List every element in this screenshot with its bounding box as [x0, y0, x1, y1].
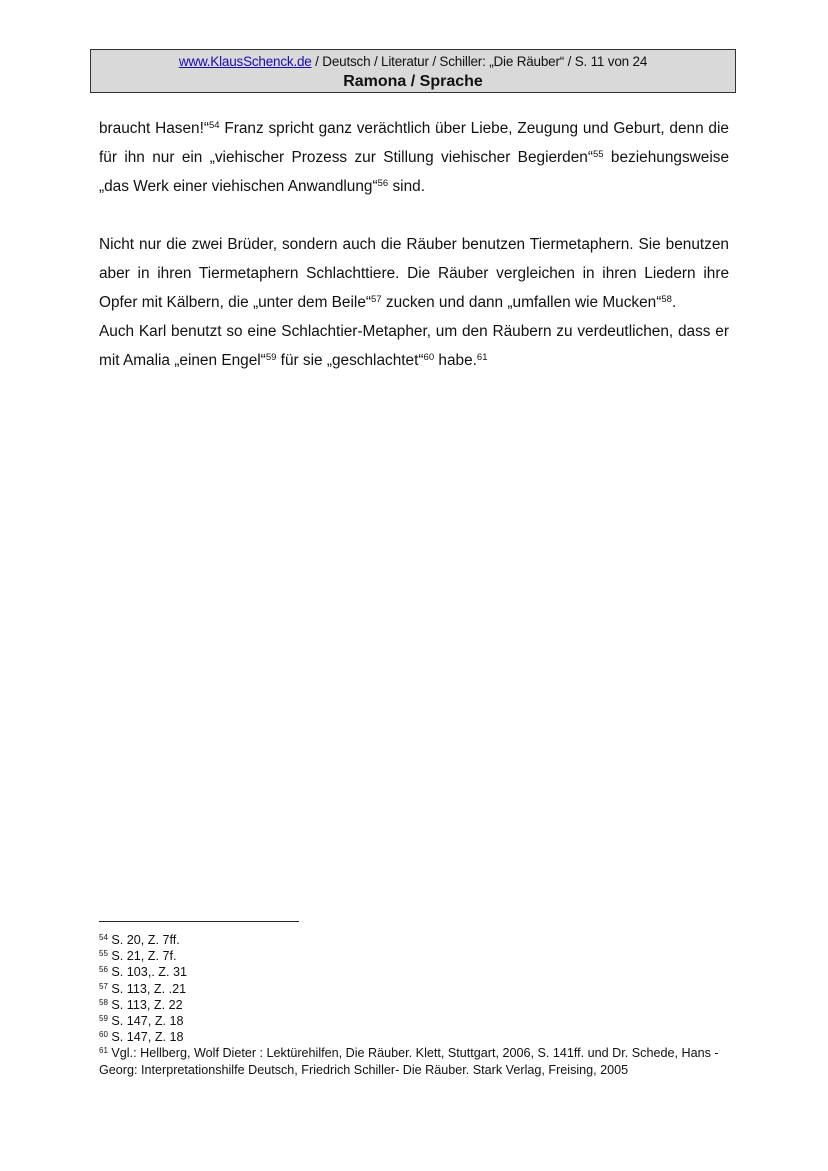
text-run: für sie „geschlachtet“	[276, 352, 424, 369]
footnote-ref: 60	[423, 352, 435, 363]
text-run: braucht Hasen!“	[99, 120, 209, 137]
footnote-number: 54	[99, 933, 108, 942]
paragraph-3	[99, 317, 729, 375]
footnote-number: 59	[99, 1014, 108, 1024]
footnote	[99, 948, 739, 964]
footnote-ref: 57	[371, 294, 382, 305]
paragraph-2	[99, 230, 729, 317]
page-header	[90, 49, 736, 93]
text-run: Nicht nur die zwei Brüder, sondern auch die Räuber benutzen Tiermetaphern. Sie benutzen aber in ihren Tiermetaphern Schlachttiere. Die Räuber vergleichen in ihren Liedern ihre Opfer mit Kälbern, die „unter dem Beile“	[99, 236, 729, 311]
footnote-text: S. 113, Z. 22	[107, 997, 183, 1012]
footnote-ref: 58	[661, 294, 672, 305]
footnote-ref: 56	[377, 178, 389, 189]
footnote-number: 57	[99, 981, 108, 991]
footnote-text: S. 20, Z. 7ff.	[107, 933, 180, 947]
header-path-line	[91, 53, 735, 71]
footnote-ref: 55	[592, 149, 604, 160]
footnote-text: S. 103,. Z. 31	[107, 965, 188, 980]
text-run: Auch Karl benutzt so eine Schlachtier-Metapher, um den Räubern zu verdeutlichen, dass er mit Amalia „einen Engel“	[99, 323, 729, 369]
footnote-number: 61	[99, 1046, 108, 1056]
footnote	[99, 1013, 739, 1029]
footnote	[99, 997, 739, 1013]
footnote-number: 58	[99, 997, 108, 1007]
footnote-ref: 54	[209, 120, 220, 131]
text-run: Franz spricht ganz verächtlich über Liebe, Zeugung und Geburt, denn die für ihn nur ein „viehischer Prozess zur Stillung viehischer Begierden“	[99, 120, 729, 166]
footnote-number: 56	[99, 965, 108, 975]
footnotes	[99, 932, 739, 1078]
text-run: .	[671, 294, 677, 311]
footnote-text: S. 21, Z. 7f.	[107, 949, 177, 964]
header-title: Ramona / Sprache	[343, 72, 483, 90]
footnote-text: S. 147, Z. 18	[107, 1030, 184, 1045]
website-link[interactable]: www.KlausSchenck.de	[178, 54, 312, 69]
footnote	[99, 1029, 739, 1045]
footnote-text: S. 113, Z. .21	[107, 981, 187, 996]
footnote-number: 60	[99, 1030, 108, 1040]
main-text	[99, 114, 729, 375]
footnote-text: Vgl.: Hellberg, Wolf Dieter : Lektürehilfen, Die Räuber. Klett, Stuttgart, 2006, S. 141ff. und Dr. Schede, Hans - Georg: Interpretationshilfe Deutsch, Friedrich Schiller- Die Räuber. Stark Verlag, Freising, 2005	[99, 1046, 719, 1077]
footnote	[99, 981, 739, 997]
footnote	[99, 1045, 739, 1077]
footnote-ref: 59	[265, 352, 277, 363]
text-run: zucken und dann „umfallen wie Mucken“	[381, 294, 662, 311]
text-run: beziehungsweise „das Werk einer viehischen Anwandlung“	[99, 149, 729, 195]
footnote-separator	[99, 921, 299, 922]
footnote-ref: 61	[476, 352, 488, 363]
header-path: / Deutsch / Literatur / Schiller: „Die Räuber“ / S. 11 von 24	[311, 54, 648, 69]
footnote	[99, 964, 739, 980]
footnote-number: 55	[99, 949, 108, 959]
footnote	[99, 932, 739, 948]
paragraph-1	[99, 114, 729, 201]
text-run: habe.	[434, 352, 477, 369]
footnote-text: S. 147, Z. 18	[107, 1014, 184, 1029]
text-run: sind.	[388, 178, 425, 195]
